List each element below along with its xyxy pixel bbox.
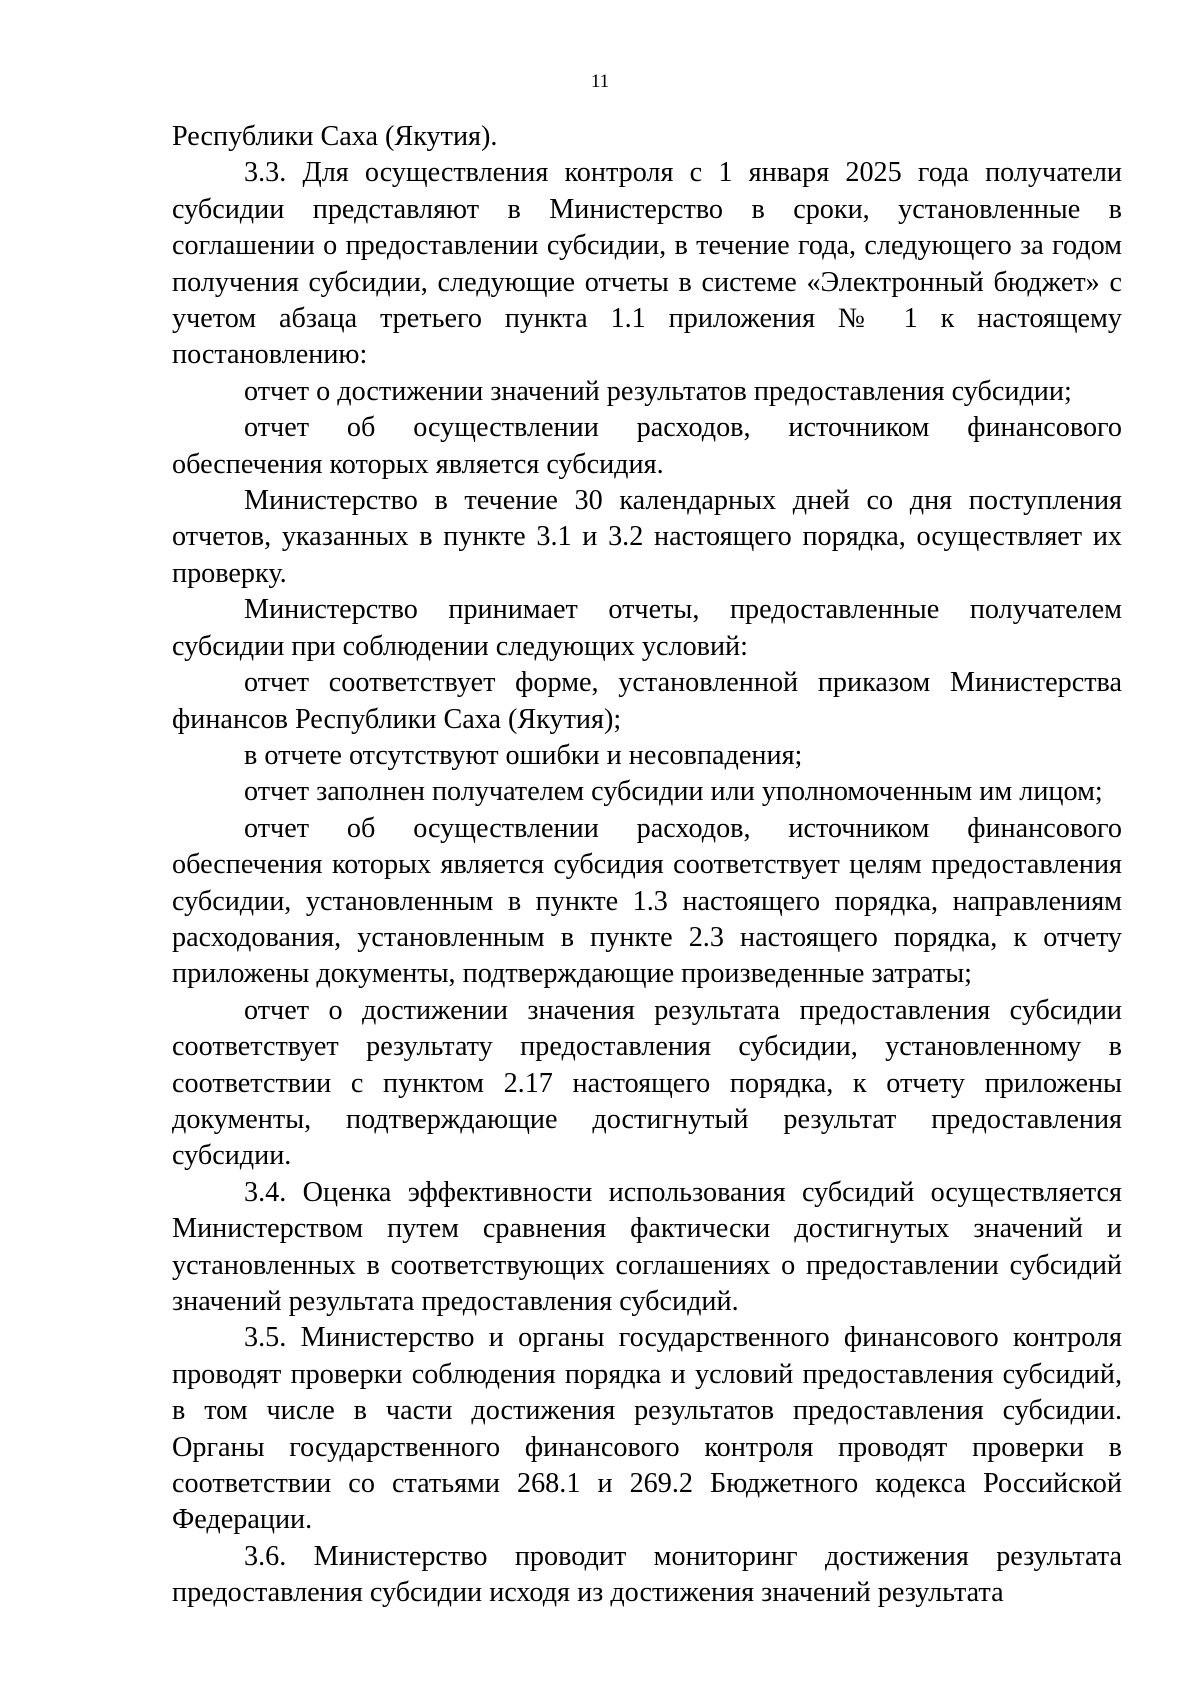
paragraph-condition-expenses: отчет об осуществлении расходов, источником финансового обеспечения которых является субсидия соответствует целям предоставления субсидии, установленным в пункте 1.3 настоящего порядка, направлениям расходования, установленным в пункте 2.3 настоящего порядка, к отчету приложены документы, подтверждающие произведенные затраты; <box>172 812 1122 990</box>
paragraph-condition-errors: в отчете отсутствуют ошибки и несовпадения; <box>244 739 803 771</box>
paragraph-report-results: отчет о достижении значений результатов предоставления субсидии; <box>244 375 1072 407</box>
paragraph-continuation: Республики Саха (Якутия). <box>172 121 498 152</box>
page-number: 11 <box>590 71 610 92</box>
paragraph-condition-filled: отчет заполнен получателем субсидии или уполномоченным им лицом; <box>244 776 1103 808</box>
document-body <box>172 119 1122 1612</box>
paragraph-condition-form: отчет соответствует форме, установленной приказом Министерства финансов Республики Саха (Якутия); <box>172 667 1122 735</box>
paragraph-3-6: 3.6. Министерство проводит мониторинг достижения результата предоставления субсидии исходя из достижения значений результата <box>172 1540 1122 1609</box>
paragraph-3-4: 3.4. Оценка эффективности использования субсидий осуществляется Министерством путем сравнения фактически достигнутых значений и установленных в соответствующих соглашениях о предоставлении субсидий значений результата предоставления субсидий. <box>172 1176 1122 1317</box>
paragraph-ministry-check: Министерство в течение 30 календарных дней со дня поступления отчетов, указанных в пункте 3.1 и 3.2 настоящего порядка, осуществляет их проверку. <box>172 485 1122 589</box>
paragraph-3-3: 3.3. Для осуществления контроля с 1 января 2025 года получатели субсидии представляют в Министерство в сроки, установленные в соглашении о предоставлении субсидии, в течение года, следующего за годом получения субсидии, следующие отчеты в системе «Электронный бюджет» с учетом абзаца третьего пункта 1.1 приложения № 1 к настоящему постановлению: <box>172 157 1122 371</box>
paragraph-ministry-accepts: Министерство принимает отчеты, предоставленные получателем субсидии при соблюдении следующих условий: <box>172 594 1122 662</box>
paragraph-report-expenses: отчет об осуществлении расходов, источником финансового обеспечения которых является субсидия. <box>172 412 1122 480</box>
paragraph-3-5: 3.5. Министерство и органы государственного финансового контроля проводят проверки соблюдения порядка и условий предоставления субсидий, в том числе в части достижения результатов предоставления субсидии. Органы государственного финансового контроля проводят проверки в соответствии со статьями 268.1 и 269.2 Бюджетного кодекса Российской Федерации. <box>172 1322 1122 1536</box>
paragraph-condition-result: отчет о достижении значения результата предоставления субсидии соответствует результату предоставления субсидии, установленному в соответствии с пунктом 2.17 настоящего порядка, к отчету приложены документы, подтверждающие достигнутый результат предоставления субсидии. <box>172 994 1122 1172</box>
